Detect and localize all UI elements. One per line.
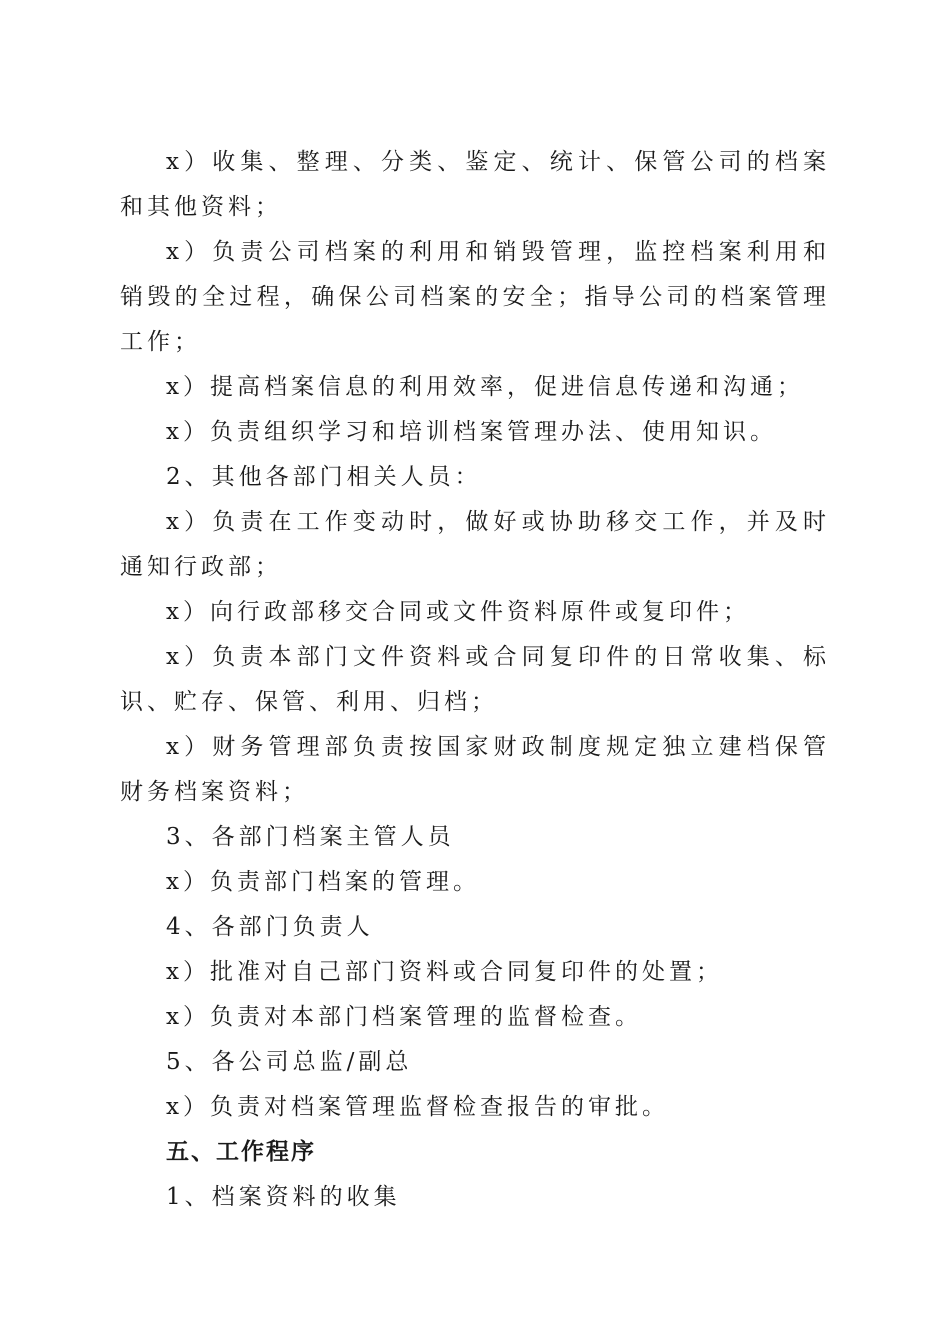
- section-other-departments: 2、其他各部门相关人员：: [166, 464, 482, 490]
- section-department-heads: 4、各部门负责人: [166, 914, 374, 940]
- document-body: [120, 140, 830, 1220]
- duty-training: x）负责组织学习和培训档案管理办法、使用知识。: [166, 419, 777, 445]
- duty-report-approval: x）负责对档案管理监督检查报告的审批。: [166, 1094, 669, 1120]
- duty-department-archive-management: x）负责部门档案的管理。: [166, 869, 480, 895]
- duty-supervision-inspection: x）负责对本部门档案管理的监督检查。: [166, 1004, 642, 1030]
- subsection-archive-collection: 1、档案资料的收集: [166, 1184, 401, 1210]
- duty-improve-efficiency: x）提高档案信息的利用效率，促进信息传递和沟通；: [166, 374, 804, 400]
- duty-finance-archives: x）财务管理部负责按国家财政制度规定独立建档保管财务档案资料；: [120, 734, 830, 805]
- section-archive-supervisors: 3、各部门档案主管人员: [166, 824, 455, 850]
- duty-handover: x）负责在工作变动时，做好或协助移交工作，并及时通知行政部；: [120, 509, 830, 580]
- duty-daily-collection: x）负责本部门文件资料或合同复印件的日常收集、标识、贮存、保管、利用、归档；: [120, 644, 830, 715]
- section-heading-work-procedure: 五、工作程序: [166, 1139, 316, 1165]
- duty-archive-usage-destruction: x）负责公司档案的利用和销毁管理，监控档案利用和销毁的全过程，确保公司档案的安全；指导公司的档案管理工作；: [120, 239, 830, 355]
- duty-collect-archives: x）收集、整理、分类、鉴定、统计、保管公司的档案和其他资料；: [120, 149, 830, 220]
- duty-approve-disposal: x）批准对自己部门资料或合同复印件的处置；: [166, 959, 723, 985]
- section-directors: 5、各公司总监/副总: [166, 1049, 413, 1075]
- duty-transfer-documents: x）向行政部移交合同或文件资料原件或复印件；: [166, 599, 750, 625]
